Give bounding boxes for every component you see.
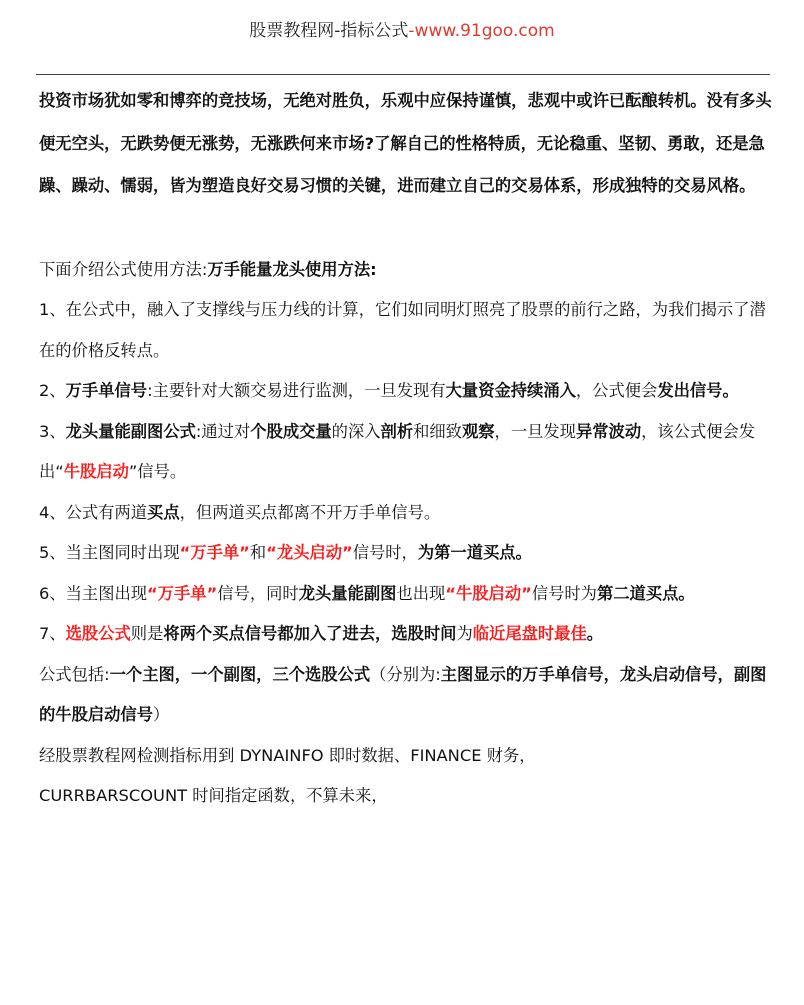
item-7 (39, 614, 774, 655)
item-2-text-b: ，公式便会 (575, 381, 658, 400)
item-6-emphasis: 龙头量能副图 (298, 583, 397, 603)
item-5-text-c: 信号时， (352, 543, 418, 562)
site-url[interactable]: -www.91goo.com (408, 21, 555, 41)
method-title: 万手能量龙头使用方法: (207, 259, 377, 279)
item-3-emphasis-b: 剖析 (380, 421, 414, 441)
item-7-emphasis-b: 选股时间 (391, 624, 457, 643)
item-2-text-a: :主要针对大额交易进行监测，一旦发现有 (147, 381, 446, 400)
item-8-emphasis-a: 一个主图，一个副图，三个选股公式 (109, 664, 371, 684)
item-7-comma: ， (375, 624, 392, 643)
item-3-text-d: ，一旦发现 (494, 421, 576, 441)
item-1: 1、在公式中，融入了支撑线与压力线的计算，它们如同明灯照亮了股票的前行之路，为我们揭示了潜在的价格反转点。 (39, 300, 766, 360)
item-2-conclusion: 发出信号。 (657, 381, 739, 400)
item-3 (39, 412, 774, 493)
item-4-text-b: ，但两道买点都离不开万手单信号。 (179, 502, 441, 522)
item-3-emphasis-d: 异常波动 (575, 421, 642, 441)
item-9: 经股票教程网检测指标用到 DYNAINFO 即时数据、FINANCE 财务， (39, 745, 536, 765)
item-7-emphasis-a: 将两个买点信号都加入了进去 (163, 624, 376, 643)
item-7-text-b: 为 (456, 624, 473, 643)
item-3-text-e: ，该公式便会发出“ (39, 421, 756, 481)
item-3-emphasis-a: 个股成交量 (250, 421, 332, 441)
item-5-text-b: 和 (249, 543, 267, 562)
method-lead: 下面介绍公式使用方法: (39, 259, 208, 279)
page-header (0, 18, 804, 44)
item-7-highlight: 临近尾盘时最佳 (472, 624, 587, 643)
item-3-emphasis-c: 观察 (461, 421, 495, 441)
document-body (39, 80, 774, 817)
item-8 (39, 655, 774, 736)
item-4-text-a: 4、公式有两道 (39, 502, 148, 522)
item-3-text-b: 的深入 (331, 421, 381, 441)
item-5-conclusion: 为第一道买点。 (417, 543, 532, 562)
item-7-text-a: 则是 (130, 624, 164, 643)
item-6 (39, 574, 774, 615)
item-2-emphasis: 大量资金持续涌入 (445, 381, 576, 400)
item-5-signal-b: “龙头启动” (266, 543, 353, 562)
header-divider (36, 74, 770, 75)
item-8-text-a: 公式包括: (39, 664, 110, 684)
header-subtitle: 指标公式 (340, 21, 409, 41)
item-3-term: 龙头量能副图公式 (65, 421, 196, 441)
site-name: 股票教程网 (249, 21, 335, 41)
item-4 (39, 493, 774, 534)
item-7-number: 7、 (39, 624, 66, 643)
item-6-signal-b: “牛股启动” (445, 583, 532, 603)
item-6-text-b: 信号，同时 (217, 583, 299, 603)
item-6-text-c: 也出现 (396, 583, 446, 603)
item-3-text-f: ”信号。 (128, 462, 187, 481)
item-6-signal-a: “万手单” (147, 583, 218, 603)
item-6-text-d: 信号时为 (531, 583, 597, 603)
item-6-text-a: 6、当主图出现 (39, 583, 148, 603)
item-8-emphasis-b: 主图显示的万手单信号，龙头启动信号，副图的牛股启动信号 (39, 664, 767, 724)
item-5-text-a: 5、当主图同时出现 (39, 543, 180, 562)
item-3-signal: 牛股启动 (63, 462, 129, 481)
item-8-text-c: ） (152, 705, 170, 724)
item-6-conclusion: 第二道买点。 (596, 583, 695, 603)
paragraph-spacer (39, 208, 774, 250)
item-5 (39, 533, 774, 574)
item-5-signal-a: “万手单” (179, 543, 250, 562)
item-2-number: 2、 (39, 381, 66, 400)
item-2-term: 万手单信号 (65, 381, 148, 400)
item-7-period: 。 (586, 624, 604, 643)
item-3-text-a: :通过对 (195, 421, 251, 441)
item-10: CURRBARSCOUNT 时间指定函数，不算未来， (39, 786, 388, 805)
header-separator: - (334, 21, 341, 41)
intro-paragraph: 投资市场犹如零和博弈的竞技场，无绝对胜负，乐观中应保持谨慎，悲观中或许已酝酿转机。没有多头便无空头，无跌势便无涨势，无涨跌何来市场?了解自己的性格特质，无论稳重、坚韧、勇敢，还是急躁、躁动、懦弱，皆为塑造良好交易习惯的关键，进而建立自己的交易体系，形成独特的交易风格。 (39, 91, 772, 195)
item-3-number: 3、 (39, 421, 66, 441)
item-2 (39, 371, 774, 412)
item-8-text-b: （分别为: (370, 664, 441, 684)
item-4-emphasis: 买点 (147, 502, 180, 522)
item-3-text-c: 和细致 (413, 421, 462, 441)
item-7-term: 选股公式 (65, 624, 131, 643)
method-heading (39, 250, 774, 291)
